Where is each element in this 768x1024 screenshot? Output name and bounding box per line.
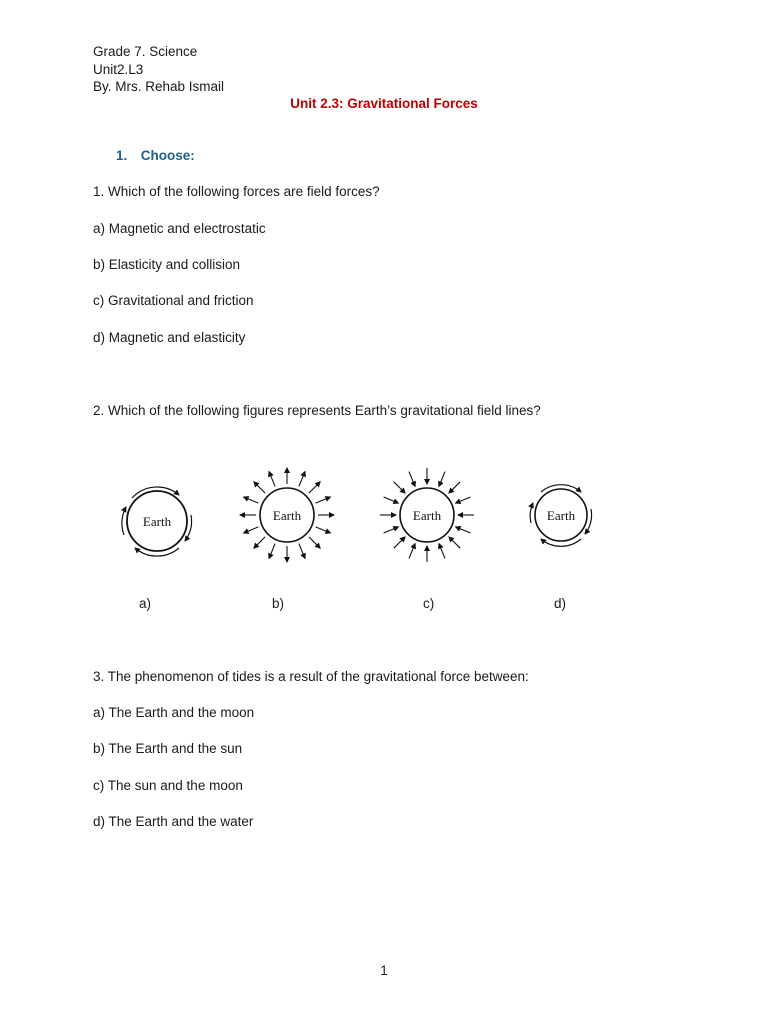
question-2: 2. Which of the following figures represents Earth’s gravitational field lines?: [93, 403, 541, 418]
figure-d-earth-label: Earth: [546, 508, 576, 523]
figure-b-outward-arrow: [299, 472, 305, 487]
question-3: 3. The phenomenon of tides is a result of the gravitational force between:: [93, 669, 529, 684]
figure-b-outward-arrow: [269, 544, 275, 559]
figure-c-inward-arrow: [439, 472, 445, 487]
figure-a-earth-label: Earth: [142, 514, 172, 529]
q3-option-a: a) The Earth and the moon: [93, 705, 255, 720]
figure-d: [530, 485, 591, 547]
figure-b-outward-arrow: [299, 544, 305, 559]
header-grade: Grade 7. Science: [93, 44, 198, 59]
figure-b-outward-arrow: [269, 472, 275, 487]
figure-b-outward-arrow: [309, 537, 320, 548]
page-number: 1: [380, 963, 388, 978]
figure-b-outward-arrow: [254, 482, 265, 493]
figure-b-earth-label: Earth: [272, 508, 302, 523]
figure-c-inward-arrow: [449, 482, 460, 493]
figure-c: [380, 468, 474, 562]
q3-option-c: c) The sun and the moon: [93, 778, 243, 793]
field-line-figures: [110, 462, 650, 572]
header-unit: Unit2.L3: [93, 62, 144, 77]
figure-label-b: b): [272, 596, 285, 611]
figure-c-inward-arrow: [456, 527, 471, 533]
figure-c-inward-arrow: [409, 544, 415, 559]
figure-c-inward-arrow: [456, 497, 471, 503]
figure-label-c: c): [423, 596, 435, 611]
section-label: Choose:: [140, 148, 195, 163]
figure-b-outward-arrow: [316, 527, 331, 533]
page-title: Unit 2.3: Gravitational Forces: [290, 96, 478, 111]
figure-c-inward-arrow: [449, 537, 460, 548]
q1-option-b: b) Elasticity and collision: [93, 257, 241, 272]
figure-b-outward-arrow: [309, 482, 320, 493]
figure-c-inward-arrow: [394, 537, 405, 548]
q1-option-d: d) Magnetic and elasticity: [93, 330, 246, 345]
header-author: By. Mrs. Rehab Ismail: [93, 79, 225, 94]
section-heading: [116, 148, 195, 163]
q3-option-b: b) The Earth and the sun: [93, 741, 243, 756]
question-1: 1. Which of the following forces are field forces?: [93, 184, 380, 199]
figure-b-outward-arrow: [244, 497, 259, 503]
figure-b-outward-arrow: [316, 497, 331, 503]
figure-c-inward-arrow: [439, 544, 445, 559]
q1-option-a: a) Magnetic and electrostatic: [93, 221, 266, 236]
figure-a: [122, 487, 192, 556]
figure-c-inward-arrow: [384, 527, 399, 533]
field-line-figures-svg: [110, 462, 650, 572]
figure-c-earth-label: Earth: [412, 508, 442, 523]
figure-c-inward-arrow: [409, 472, 415, 487]
figure-label-a: a): [139, 596, 152, 611]
section-number: 1.: [116, 148, 128, 163]
q3-option-d: d) The Earth and the water: [93, 814, 254, 829]
q1-option-c: c) Gravitational and friction: [93, 293, 254, 308]
figure-c-inward-arrow: [394, 482, 405, 493]
figure-b-outward-arrow: [244, 527, 259, 533]
figure-b: [240, 468, 334, 562]
figure-b-outward-arrow: [254, 537, 265, 548]
figure-label-d: d): [554, 596, 567, 611]
figure-c-inward-arrow: [384, 497, 399, 503]
